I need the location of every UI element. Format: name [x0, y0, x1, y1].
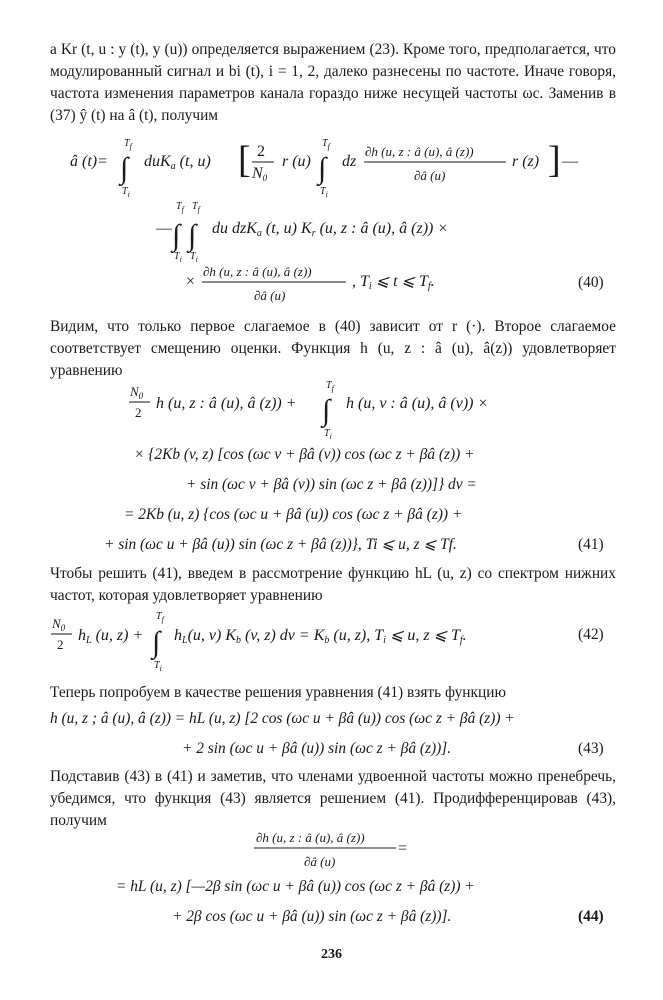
- equation-42-number: (42): [578, 626, 604, 643]
- paragraph-intro: [50, 39, 616, 127]
- paragraph-3: [50, 563, 616, 607]
- svg-text:=: =: [398, 840, 408, 857]
- svg-text:r (u): r (u): [282, 153, 311, 170]
- equation-40-number: (40): [578, 274, 604, 291]
- svg-text:[: [: [238, 139, 251, 181]
- svg-text:∫: ∫: [188, 219, 197, 252]
- svg-text:∫: ∫: [152, 626, 161, 659]
- svg-text:dz: dz: [342, 153, 357, 170]
- svg-text:r (z): r (z): [512, 153, 540, 170]
- paragraph-intro-text: а Kr (t, u : y (t), y (u)) определяется выражением (23). Кроме того, предполагается, что модулированный сигнал и bi (t), i = 1, 2, далеко разнесены по частоте. Иначе говоря, частота изменения параметров канала гораздо ниже несущей частоты ωc. Заменив в (37) ŷ (t) на â (t), получим: [50, 41, 616, 124]
- equation-40-line-2: [0, 193, 663, 263]
- svg-text:Ti: $T_i$: [190, 251, 198, 263]
- svg-text:]: ]: [548, 139, 561, 181]
- paragraph-4: [50, 682, 616, 704]
- paragraph-2: [50, 316, 616, 382]
- equation-41-line-4: = 2Kb (u, z) {cos (ωc u + βâ (u)) cos (ωc z + βâ (z)) +: [124, 506, 463, 523]
- paragraph-5-text: Подставив (43) в (41) и заметив, что членами удвоенной частоты можно пренебречь, убедимся, что функция (43) является решением (41). Продифференцировав (43), получим: [50, 768, 616, 829]
- svg-text:—: —: [156, 220, 172, 237]
- svg-text:N0: N0: [252, 165, 268, 183]
- equation-41-line-1: [0, 374, 663, 444]
- svg-text:—: —: [562, 153, 578, 170]
- equation-44-number: (44): [578, 908, 604, 925]
- svg-text:∂h (u, z : â (u), â (z)): ∂h (u, z : â (u), â (z)): [256, 830, 365, 845]
- equation-43-number: (43): [578, 740, 604, 757]
- svg-text:∂h (u, z : â (u), â (z)): ∂h (u, z : â (u), â (z)): [203, 264, 312, 279]
- svg-text:N0: $N_0$: [130, 384, 144, 401]
- svg-text:N0: $N_0$: [52, 616, 66, 633]
- svg-text:hL (u, z) +: hL (u, z) +: [78, 627, 144, 646]
- svg-text:h (u, z : â (u), â (z)) +: h (u, z : â (u), â (z)) +: [156, 395, 297, 412]
- svg-text:∂h (u, z : â (u), â (z)): ∂h (u, z : â (u), â (z)): [365, 144, 474, 159]
- svg-text:∫: ∫: [172, 219, 181, 252]
- svg-text:Tf: $T_f$: [124, 138, 132, 151]
- equation-44-line-1: [0, 826, 663, 876]
- equation-42-line-1: [0, 604, 663, 674]
- equation-40-line-3: [0, 258, 663, 308]
- equation-44-line-2: = hL (u, z) [—2β sin (ωc u + βâ (u)) cos (ωc z + βâ (z)) +: [116, 878, 475, 895]
- svg-text:Ti: $T_i$: [122, 186, 130, 199]
- equation-41-line-3: + sin (ωc v + βâ (v)) sin (ωc z + βâ (z))]} dv =: [186, 476, 477, 493]
- paragraph-3-text: Чтобы решить (41), введем в рассмотрение функцию hL (u, z) со спектром нижних частот, которая удовлетворяет уравнению: [50, 565, 616, 604]
- svg-text:∫: ∫: [322, 394, 331, 427]
- paragraph-2-text: Видим, что только первое слагаемое в (40) зависит от r (·). Второе слагаемое соответствует смещению оценки. Функция h (u, z : â (u), â(z)) удовлетворяет уравнению: [50, 318, 616, 379]
- page-number: 236: [321, 947, 342, 962]
- svg-text:Ti: $T_i$: [154, 660, 162, 673]
- svg-text:Tf: $T_f$: [156, 611, 164, 624]
- svg-text:2: 2: [135, 405, 142, 420]
- svg-text:∂â (u): ∂â (u): [414, 168, 446, 183]
- equation-41-line-2: × {2Kb (v, z) [cos (ωc v + βâ (v)) cos (ωc z + βâ (z)) +: [134, 446, 475, 463]
- equation-44-line-3: + 2β cos (ωc u + βâ (u)) sin (ωc z + βâ (z))].: [172, 908, 452, 925]
- svg-text:Ti: $T_i$: [324, 428, 332, 441]
- svg-text:×: ×: [186, 273, 196, 290]
- svg-text:Tf: $T_f$: [176, 201, 184, 214]
- equation-43-line-1: h (u, z ; â (u), â (z)) = hL (u, z) [2 cos (ωc u + βâ (u)) cos (ωc z + βâ (z)) +: [50, 710, 515, 727]
- svg-text:2: 2: [57, 637, 64, 652]
- svg-text:h (u, v : â (u), â (v)) ×: h (u, v : â (u), â (v)) ×: [346, 395, 489, 412]
- svg-text:∫: ∫: [120, 152, 129, 185]
- svg-text:Tf: $T_f$: [192, 201, 200, 214]
- svg-text:Tf: $T_f$: [326, 380, 334, 393]
- svg-text:∂â (u): ∂â (u): [304, 854, 336, 869]
- svg-text:duKa (t, u): duKa (t, u): [144, 153, 211, 172]
- paragraph-5: [50, 766, 616, 832]
- svg-text:2: 2: [257, 143, 265, 160]
- svg-text:, Ti ⩽ t ⩽ Tf.: , Ti ⩽ t ⩽ Tf.: [352, 273, 435, 292]
- paragraph-4-text: Теперь попробуем в качестве решения уравнения (41) взять функцию: [50, 684, 506, 701]
- svg-text:Ti: $T_i$: [320, 186, 328, 199]
- svg-text:hL(u, v) Kb (v, z) dv = Kb (: hL(u, v) Kb (v, z) dv = Kb (u, z), Ti ⩽ u, z ⩽ Tf.: [174, 627, 467, 646]
- svg-text:du dzKa (t, u) Kr (u, z : â: du dzKa (t, u) Kr (u, z : â (u), â (z)) ×: [212, 220, 449, 239]
- svg-text:Ti: $T_i$: [174, 251, 182, 263]
- equation-43-line-2: + 2 sin (ωc u + βâ (u)) sin (ωc z + βâ (z))].: [182, 740, 452, 757]
- equation-41-line-5: + sin (ωc u + βâ (u)) sin (ωc z + βâ (z))}, Ti ⩽ u, z ⩽ Tf.: [104, 536, 457, 553]
- svg-text:∫: ∫: [318, 152, 327, 185]
- svg-text:â (t)=: â (t)=: [70, 153, 108, 170]
- svg-text:∂â (u): ∂â (u): [254, 288, 286, 303]
- svg-text:Tf: $T_f$: [322, 138, 330, 151]
- equation-41-number: (41): [578, 536, 604, 553]
